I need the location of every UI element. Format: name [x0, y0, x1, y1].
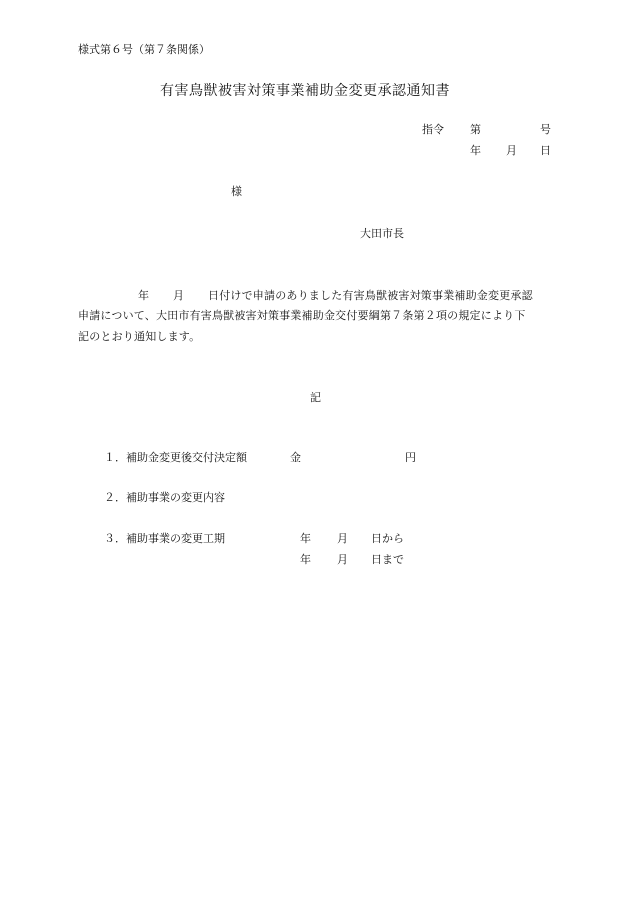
ref-dai: 第	[470, 123, 481, 136]
ref-go: 号	[540, 123, 551, 136]
item-3-to-month: 月	[337, 553, 348, 566]
body-line3: 記のとおり通知します。	[78, 330, 201, 343]
item-3-from-month: 月	[337, 532, 348, 545]
item-1-label: １．補助金変更後交付決定額	[104, 451, 247, 464]
addressee-suffix: 様	[231, 185, 242, 198]
body-month: 月	[173, 289, 185, 302]
body-year: 年	[138, 289, 150, 302]
sender-name: 大田市長	[360, 227, 404, 240]
item-3-label: ３．補助事業の変更工期	[104, 532, 225, 545]
ref-year: 年	[470, 144, 481, 157]
item-3-from-year: 年	[300, 532, 311, 545]
item-1-kin: 金	[290, 451, 301, 464]
ref-day: 日	[540, 144, 551, 157]
document-title: 有害鳥獣被害対策事業補助金変更承認通知書	[160, 83, 450, 99]
ki-heading: 記	[310, 391, 321, 404]
item-3-to-year: 年	[300, 553, 311, 566]
item-3-from-day: 日から	[371, 532, 404, 545]
item-1-en: 円	[405, 451, 416, 464]
form-number-label: 様式第６号（第７条関係）	[78, 43, 210, 56]
item-3-to-day: 日まで	[371, 553, 404, 566]
ref-prefix: 指令	[422, 123, 444, 136]
ref-month: 月	[506, 144, 517, 157]
body-line1-rest: 日付けで申請のありました有害鳥獣被害対策事業補助金変更承認	[208, 289, 533, 302]
item-2-label: ２．補助事業の変更内容	[104, 491, 225, 504]
body-line2: 申請について、大田市有害鳥獣被害対策事業補助金交付要綱第７条第２項の規定により下	[78, 309, 526, 322]
